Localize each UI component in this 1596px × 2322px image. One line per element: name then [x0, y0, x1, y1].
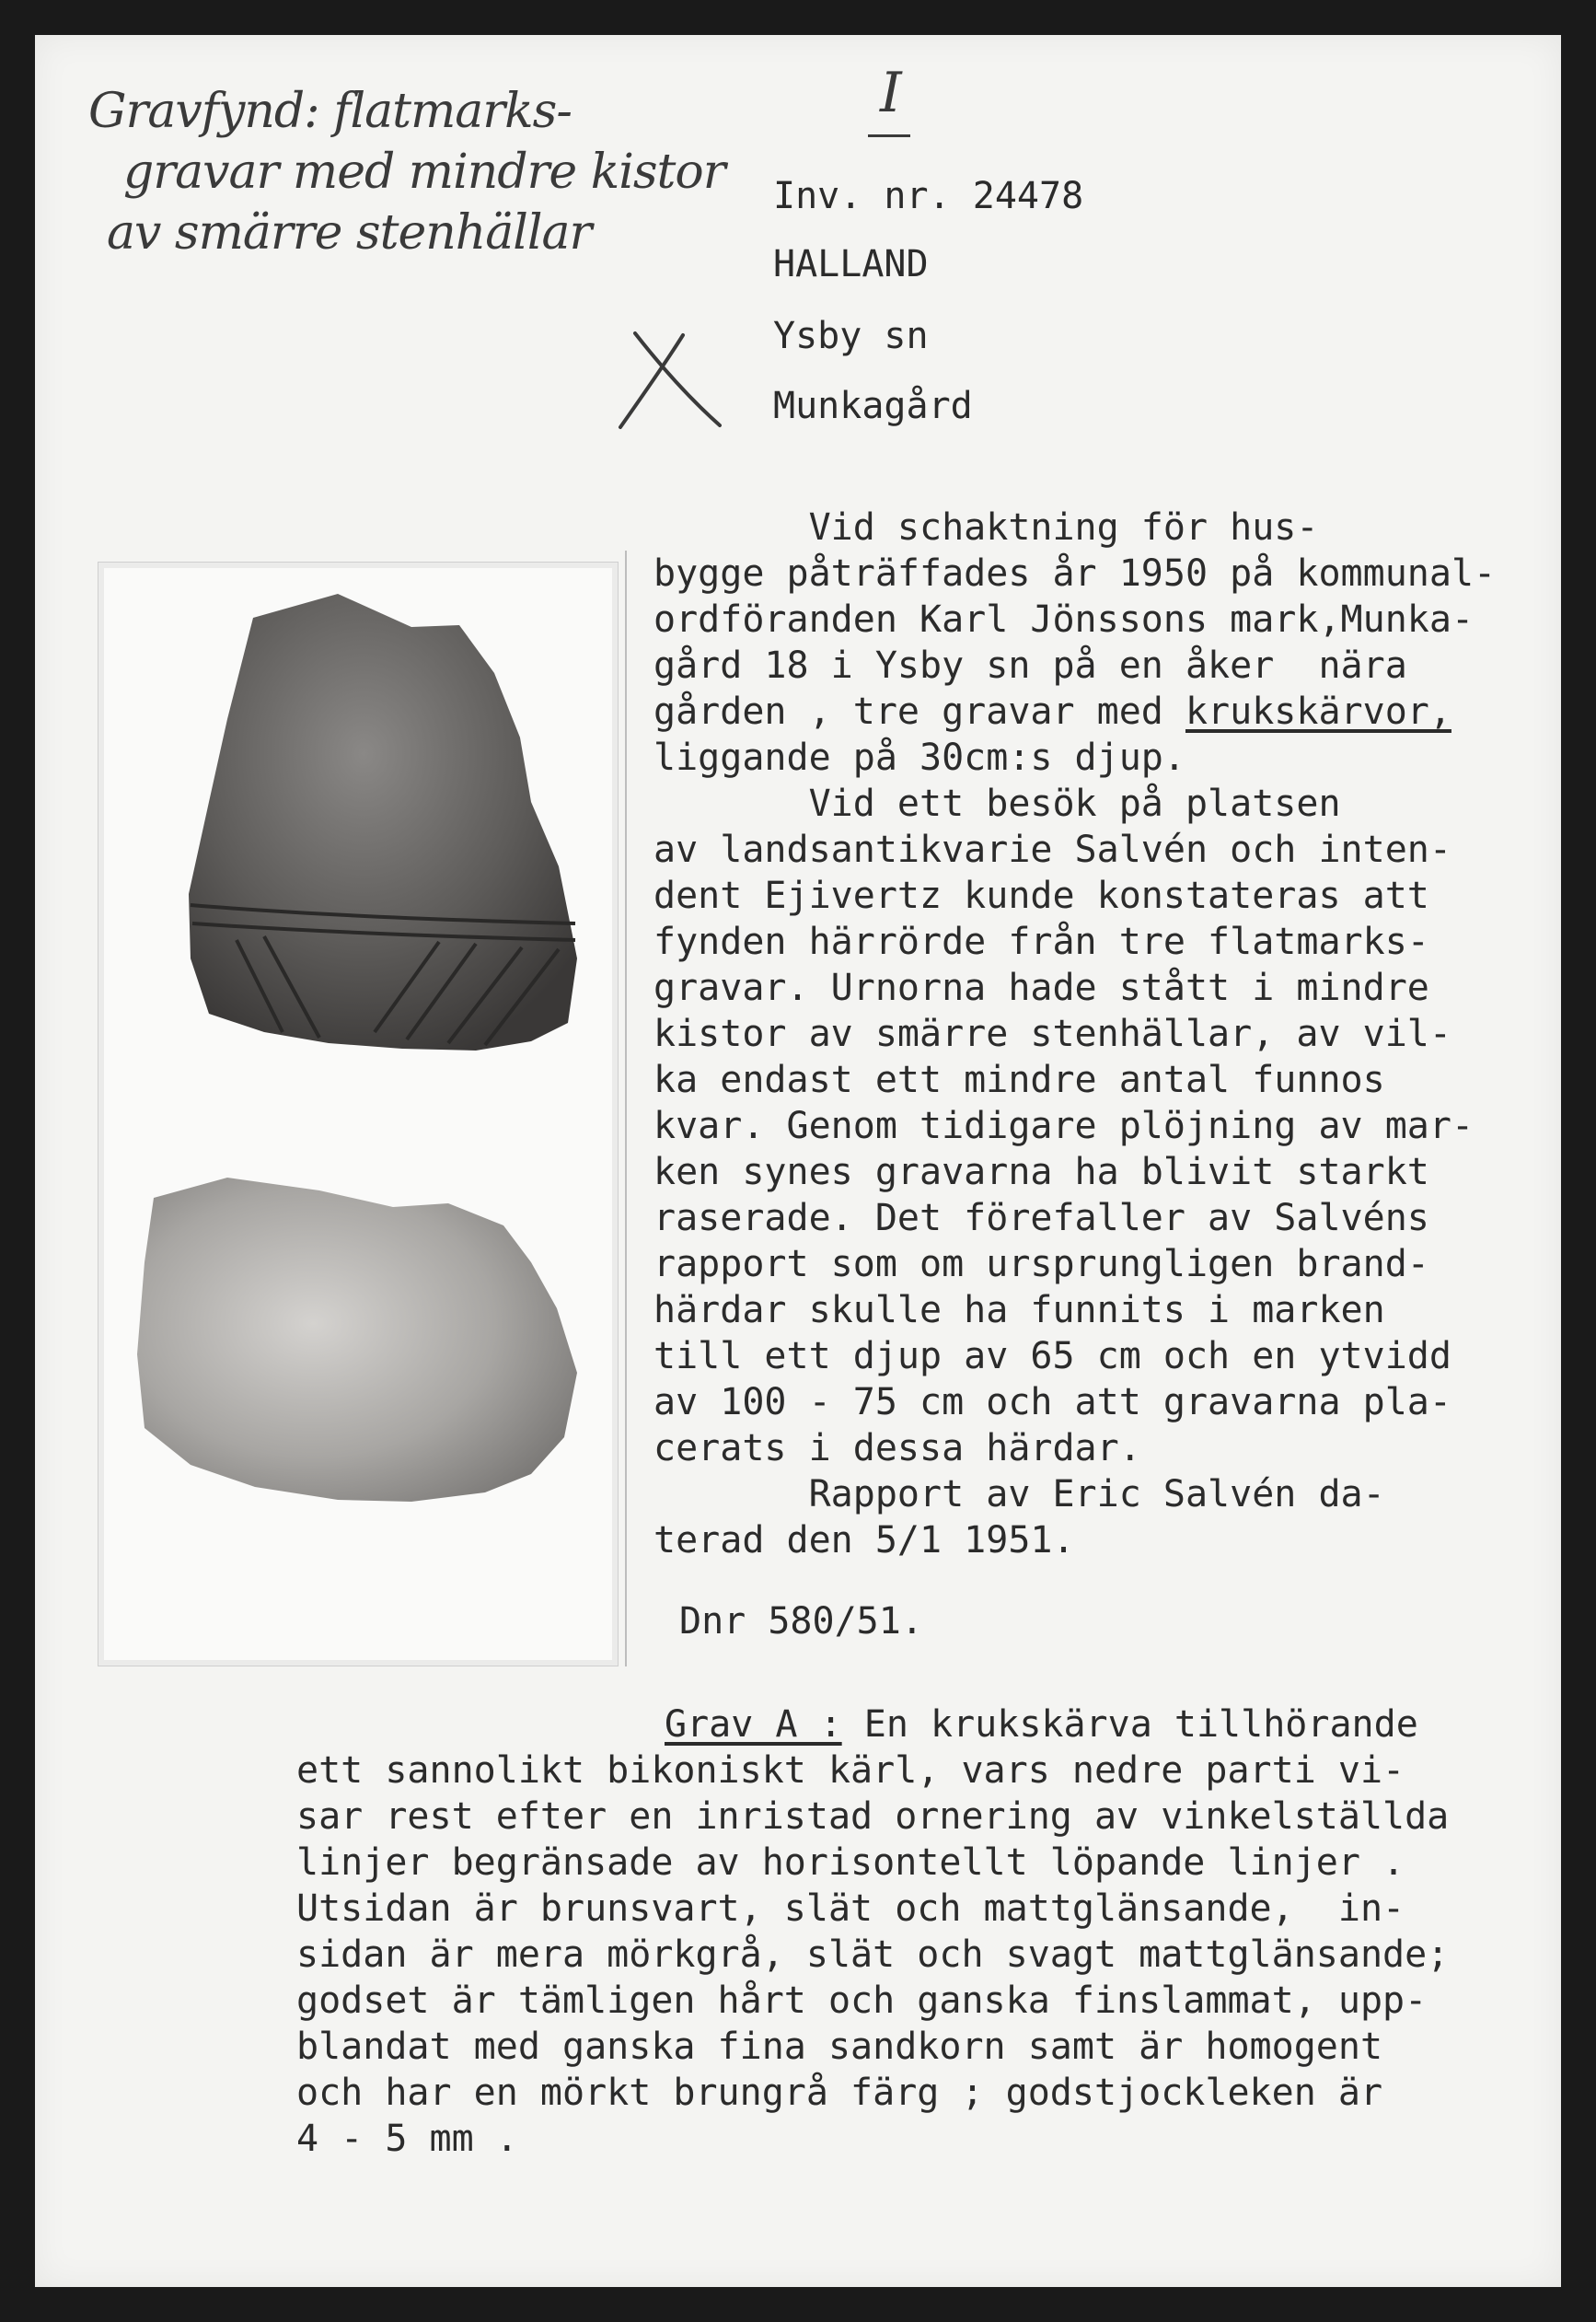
grav-a-line-1-rest: En krukskärva tillhörande	[841, 1703, 1418, 1746]
grav-a-heading: Grav A :	[665, 1703, 842, 1746]
handwritten-number-underline	[868, 134, 910, 137]
main-line-12: kistor av smärre stenhällar, av vil-	[653, 1013, 1451, 1055]
site-name: Munkagård	[773, 385, 973, 427]
underlined-word: krukskärvor,	[1185, 691, 1451, 733]
grav-a-line-4: linjer begränsade av horisontellt löpande linjer .	[296, 1841, 1405, 1884]
grav-a-line-6: sidan är mera mörkgrå, slät och svagt mattglänsande;	[296, 1933, 1450, 1976]
grav-a-line-8: blandat med ganska fina sandkorn samt är homogent	[296, 2026, 1383, 2068]
province: HALLAND	[773, 243, 929, 285]
main-line-3: ordföranden Karl Jönssons mark,Munka-	[653, 598, 1475, 641]
main-line-4: gård 18 i Ysby sn på en åker nära	[653, 644, 1407, 687]
main-line-6: liggande på 30cm:s djup.	[653, 737, 1185, 779]
parish: Ysby sn	[773, 315, 929, 357]
dnr-number: Dnr 580/51.	[679, 1600, 923, 1643]
main-line-15: ken synes gravarna ha blivit starkt	[653, 1151, 1429, 1193]
main-line-20: av 100 - 75 cm och att gravarna pla-	[653, 1381, 1451, 1423]
main-description	[653, 505, 1496, 1563]
main-line-9: dent Ejivertz kunde konstateras att	[653, 875, 1429, 917]
grav-a-line-5: Utsidan är brunsvart, slät och mattglänsande, in-	[296, 1887, 1405, 1930]
grav-a-description	[296, 1701, 1449, 2162]
main-line-16: raserade. Det förefaller av Salvéns	[653, 1197, 1429, 1239]
main-line-2: bygge påträffades år 1950 på kommunal-	[653, 552, 1497, 595]
main-line-5-text: gården , tre gravar med	[653, 691, 1185, 733]
main-line-5	[653, 689, 1496, 735]
main-line-10: fynden härrörde från tre flatmarks-	[653, 921, 1429, 963]
handwritten-note	[88, 81, 725, 263]
grav-a-line-7: godset är tämligen hårt och ganska finslammat, upp-	[296, 1980, 1428, 2022]
grav-a-line-10: 4 - 5 mm .	[296, 2118, 518, 2160]
grav-a-line-1	[296, 1701, 1449, 1747]
sherd-photograph	[98, 562, 619, 1666]
handwritten-note-line-1: Gravfynd: flatmarks-	[88, 84, 572, 139]
inv-number: Inv. nr. 24478	[773, 175, 1084, 217]
main-line-13: ka endast ett mindre antal funnos	[653, 1059, 1385, 1101]
handwritten-note-line-2: gravar med mindre kistor	[123, 145, 725, 200]
main-line-11: gravar. Urnorna hade stått i mindre	[653, 967, 1429, 1009]
catalog-card	[35, 35, 1561, 2287]
photo-right-edge	[625, 551, 627, 1666]
grav-a-line-9: och har en mörkt brungrå färg ; godstjockleken är	[296, 2072, 1383, 2114]
sherd-photo-svg	[98, 563, 618, 1666]
main-line-21: cerats i dessa härdar.	[653, 1427, 1141, 1469]
main-line-17: rapport som om ursprungligen brand-	[653, 1243, 1429, 1285]
cross-mark-icon	[607, 326, 736, 435]
handwritten-number: I	[880, 61, 902, 125]
main-line-18: härdar skulle ha funnits i marken	[653, 1289, 1385, 1331]
main-line-23: terad den 5/1 1951.	[653, 1519, 1075, 1562]
main-line-14: kvar. Genom tidigare plöjning av mar-	[653, 1105, 1475, 1147]
main-line-8: av landsantikvarie Salvén och inten-	[653, 829, 1451, 871]
main-line-19: till ett djup av 65 cm och en ytvidd	[653, 1335, 1451, 1377]
grav-a-line-2: ett sannolikt bikoniskt kärl, vars nedre parti vi-	[296, 1749, 1405, 1792]
main-line-22: Rapport av Eric Salvén da-	[653, 1473, 1385, 1515]
main-line-1: Vid schaktning för hus-	[653, 506, 1319, 549]
main-line-7: Vid ett besök på platsen	[653, 783, 1341, 825]
handwritten-note-line-3: av smärre stenhällar	[107, 205, 592, 261]
grav-a-line-3: sar rest efter en inristad ornering av vinkelställda	[296, 1795, 1450, 1838]
